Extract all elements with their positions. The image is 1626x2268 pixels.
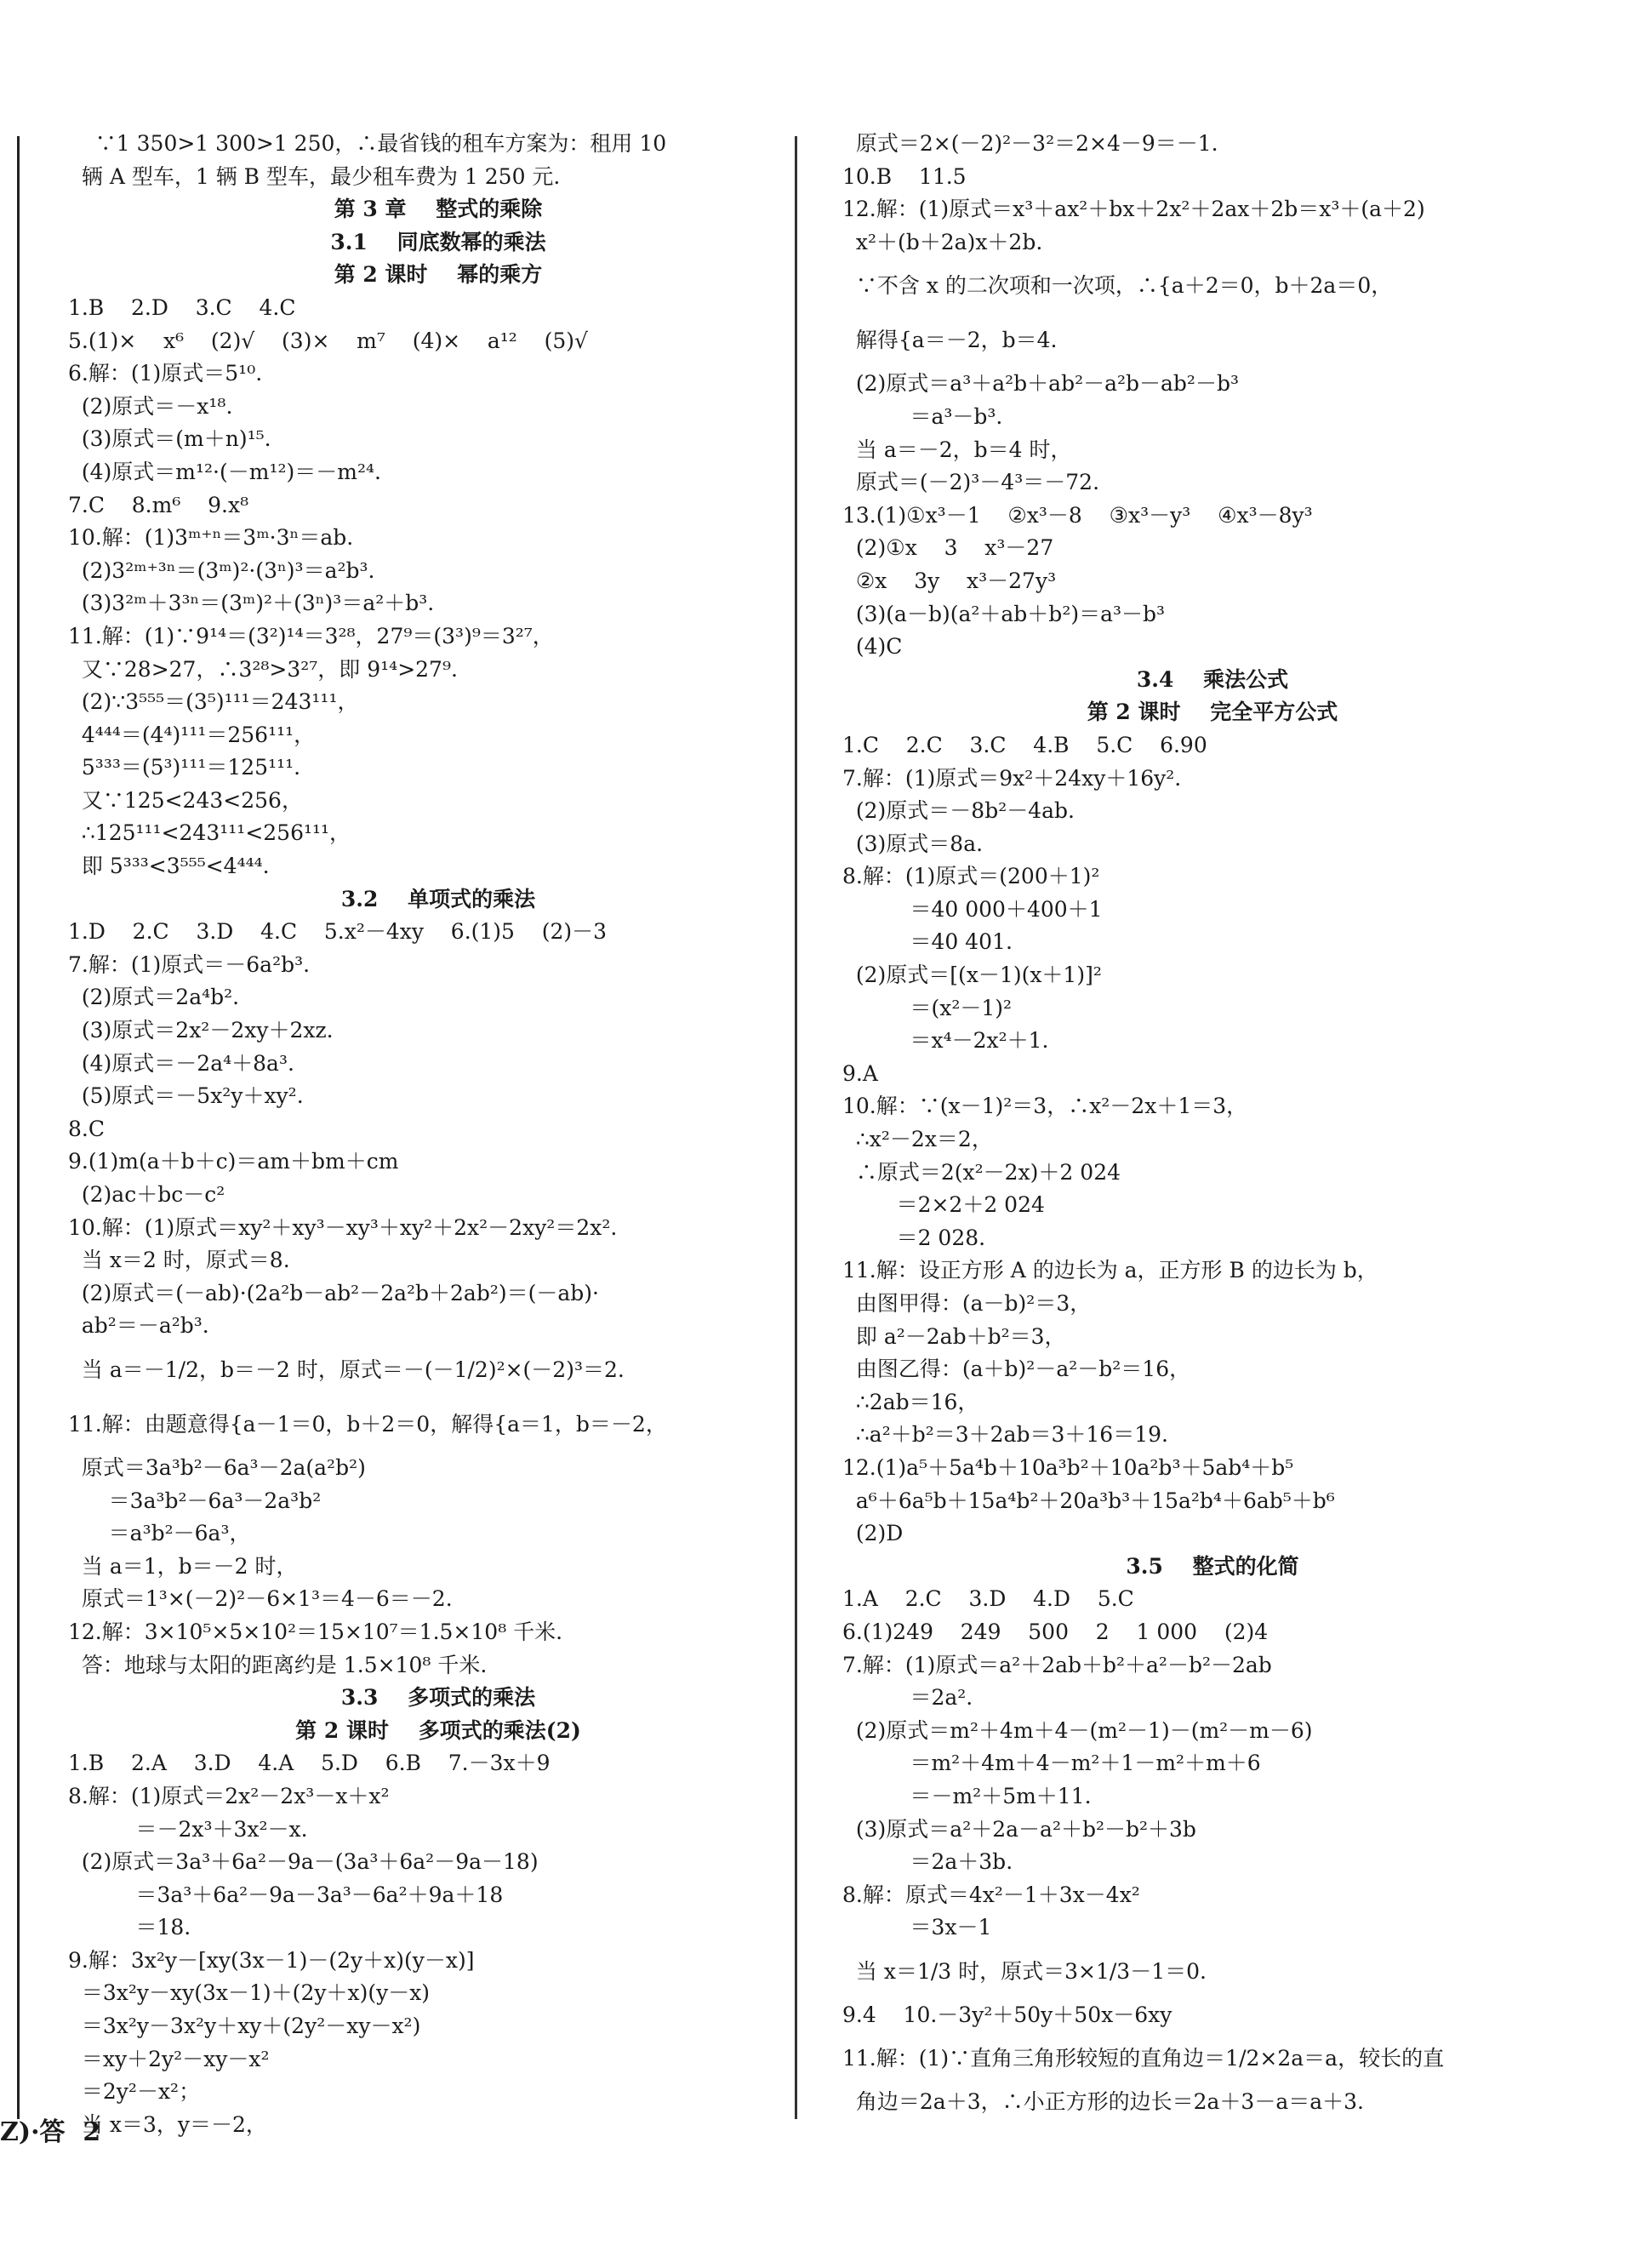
section-heading: 3.4 乘法公式 — [1136, 666, 1289, 692]
answer-line: (2)原式＝(－ab)·(2a²b－ab²－2a²b＋2ab²)＝(－ab)· — [68, 1280, 599, 1305]
answer-line: 1.A 2.C 3.D 4.D 5.C — [842, 1586, 1134, 1612]
answer-line: 8.解：(1)原式＝2x²－2x³－x＋x² — [68, 1783, 390, 1808]
answer-line: 9.4 10.－3y²＋50y＋50x－6xy — [842, 2002, 1172, 2027]
answer-line: 9.(1)m(a＋b＋c)＝am＋bm＋cm — [68, 1149, 399, 1174]
answer-line: (4)原式＝－2a⁴＋8a³. — [68, 1050, 294, 1076]
left-column — [68, 128, 808, 2141]
answer-line: 当 a＝1，b＝－2 时， — [68, 1553, 298, 1579]
answer-line: ＝2×2＋2 024 — [842, 1192, 1045, 1218]
answer-line: (2)3²ᵐ⁺³ⁿ＝(3ᵐ)²·(3ⁿ)³＝a²b³. — [68, 557, 375, 583]
answer-line: 当 a＝－1/2，b＝－2 时，原式＝－(－1/2)²×(－2)³＝2. — [68, 1357, 625, 1382]
answer-line: (2)ac＋bc－c² — [68, 1182, 225, 1207]
answer-line: (3)原式＝(m＋n)¹⁵. — [68, 426, 271, 452]
right-column — [842, 128, 1583, 2119]
answer-line: ＝a³－b³. — [842, 403, 1003, 429]
answer-line: 原式＝3a³b²－6a³－2a(a²b²) — [68, 1454, 366, 1480]
answer-line: 12.解：3×10⁵×5×10²＝15×10⁷＝1.5×10⁸ 千米. — [68, 1619, 563, 1644]
answer-line: (4)原式＝m¹²·(－m¹²)＝－m²⁴. — [68, 459, 381, 484]
section-heading: 第 2 课时 完全平方公式 — [1087, 700, 1338, 725]
section-heading: 第 2 课时 多项式的乘法(2) — [295, 1717, 581, 1743]
answer-line: 即 a²－2ab＋b²＝3， — [842, 1323, 1066, 1349]
answer-line: ＝－2x³＋3x²－x. — [68, 1816, 308, 1842]
answer-line: (3)原式＝8a. — [842, 831, 984, 856]
answer-line: (2)原式＝3a³＋6a²－9a－(3a³＋6a²－9a－18) — [68, 1849, 539, 1875]
answer-line: 8.解：原式＝4x²－1＋3x－4x² — [842, 1882, 1140, 1907]
answer-line: (2)原式＝2a⁴b². — [68, 985, 240, 1010]
answer-line: ＝2 028. — [842, 1225, 986, 1250]
answer-line: 8.解：(1)原式＝(200＋1)² — [842, 864, 1100, 889]
answer-line: 5³³³＝(5³)¹¹¹＝125¹¹¹. — [68, 755, 301, 780]
answer-line: 7.解：(1)原式＝a²＋2ab＋b²＋a²－b²－2ab — [842, 1652, 1272, 1677]
answer-line: 1.D 2.C 3.D 4.C 5.x²－4xy 6.(1)5 (2)－3 — [68, 919, 608, 945]
answer-line: (2)原式＝－8b²－4ab. — [842, 798, 1075, 824]
answer-line: 10.B 11.5 — [842, 163, 967, 189]
answer-line: 又∵125<243<256， — [68, 787, 303, 813]
answer-line: 原式＝1³×(－2)²－6×1³＝4－6＝－2. — [68, 1586, 453, 1612]
answer-line: 1.B 2.D 3.C 4.C — [68, 294, 296, 320]
answer-line: ＝2a². — [842, 1685, 973, 1711]
answer-line: ＝x⁴－2x²＋1. — [842, 1028, 1049, 1054]
answer-line: 6.(1)249 249 500 2 1 000 (2)4 — [842, 1619, 1269, 1644]
answer-line: (5)原式＝－5x²y＋xy². — [68, 1083, 304, 1109]
answer-line: (2)原式＝[(x－1)(x＋1)]² — [842, 963, 1102, 988]
answer-line: 7.解：(1)原式＝9x²＋24xy＋16y². — [842, 765, 1182, 791]
answer-line: (3)原式＝2x²－2xy＋2xz. — [68, 1018, 334, 1043]
answer-line: ∴a²＋b²＝3＋2ab＝3＋16＝19. — [842, 1422, 1168, 1448]
answer-line: ∴2ab＝16， — [842, 1389, 979, 1414]
answer-line: ＝3x－1 — [842, 1915, 992, 1940]
answer-line: ②x 3y x³－27y³ — [842, 568, 1057, 593]
answer-line: ab²＝－a²b³. — [68, 1313, 209, 1339]
section-heading: 3.1 同底数幂的乘法 — [330, 229, 546, 254]
answer-line: 1.C 2.C 3.C 4.B 5.C 6.90 — [842, 732, 1207, 757]
answer-line: 10.解：∵(x－1)²＝3，∴x²－2x＋1＝3， — [842, 1094, 1248, 1119]
answer-line: ＝－m²＋5m＋11. — [842, 1783, 1092, 1808]
section-heading: 3.5 整式的化简 — [1126, 1553, 1299, 1579]
answer-line: ＝40 401. — [842, 929, 1013, 955]
answer-line: 11.解：(1)∵直角三角形较短的直角边＝1/2×2a＝a，较长的直 — [842, 2046, 1445, 2071]
answer-line: 7.C 8.m⁶ 9.x⁸ — [68, 492, 249, 517]
answer-line: (3)3²ᵐ＋3³ⁿ＝(3ᵐ)²＋(3ⁿ)³＝a²＋b³. — [68, 591, 435, 616]
answer-line: (2)D — [842, 1521, 904, 1546]
answer-line: 13.(1)①x³－1 ②x³－8 ③x³－y³ ④x³－8y³ — [842, 502, 1313, 528]
answer-line: 由图甲得：(a－b)²＝3， — [842, 1291, 1092, 1316]
answer-line: ∴原式＝2(x²－2x)＋2 024 — [842, 1159, 1121, 1185]
answer-line: ∴x²－2x＝2， — [842, 1127, 993, 1152]
answer-line: 7.解：(1)原式＝－6a²b³. — [68, 951, 311, 977]
answer-line: 当 x＝3，y＝－2， — [68, 2111, 267, 2137]
answer-line: ＝18. — [68, 1915, 191, 1940]
answer-line: ＝2y²－x²； — [68, 2079, 201, 2105]
answer-line: 当 x＝2 时，原式＝8. — [68, 1248, 290, 1273]
answer-line: ∵1 350>1 300>1 250，∴最省钱的租车方案为：租用 10 — [68, 131, 667, 156]
answer-line: 4⁴⁴⁴＝(4⁴)¹¹¹＝256¹¹¹， — [68, 722, 316, 747]
answer-line: 12.(1)a⁵＋5a⁴b＋10a³b²＋10a²b³＋5ab⁴＋b⁵ — [842, 1454, 1294, 1480]
answer-line: ＝2a＋3b. — [842, 1849, 1013, 1875]
answer-line: 即 5³³³<3⁵⁵⁵<4⁴⁴⁴. — [68, 854, 270, 879]
answer-line: ＝3x²y－xy(3x－1)＋(2y＋x)(y－x) — [68, 1980, 431, 2006]
answer-line: ＝3x²y－3x²y＋xy＋(2y²－xy－x²) — [68, 2014, 421, 2039]
page-footer: Z)·答 2 — [0, 2117, 101, 2147]
answer-line: ＝40 000＋400＋1 — [842, 896, 1103, 922]
answer-line: 解得{a＝－2，b＝4. — [842, 328, 1058, 353]
answer-line: ＝(x²－1)² — [842, 995, 1013, 1020]
answer-line: 当 x＝1/3 时，原式＝3×1/3－1＝0. — [842, 1958, 1207, 1984]
answer-line: ＝3a³＋6a²－9a－3a³－6a²＋9a＋18 — [68, 1882, 504, 1907]
answer-line: (2)原式＝－x¹⁸. — [68, 393, 233, 419]
answer-line: (2)∵3⁵⁵⁵＝(3⁵)¹¹¹＝243¹¹¹， — [68, 689, 359, 715]
answer-line: 9.A — [842, 1060, 878, 1086]
answer-line: ＝3a³b²－6a³－2a³b² — [68, 1488, 322, 1513]
answer-line: (2)原式＝a³＋a²b＋ab²－a²b－ab²－b³ — [842, 371, 1239, 397]
answer-line: 由图乙得：(a＋b)²－a²－b²＝16， — [842, 1357, 1191, 1382]
answer-line: ＝m²＋4m＋4－m²＋1－m²＋m＋6 — [842, 1751, 1261, 1776]
page-left-border — [17, 136, 20, 2119]
answer-line: (3)(a－b)(a²＋ab＋b²)＝a³－b³ — [842, 601, 1166, 626]
answer-line: 9.解：3x²y－[xy(3x－1)－(2y＋x)(y－x)] — [68, 1947, 475, 1973]
section-heading: 3.2 单项式的乘法 — [340, 886, 536, 911]
answer-line: ＝a³b²－6a³， — [68, 1521, 251, 1546]
answer-line: ∵不含 x 的二次项和一次项，∴{a＋2＝0，b＋2a＝0， — [842, 273, 1393, 299]
answer-line: 答：地球与太阳的距离约是 1.5×10⁸ 千米. — [68, 1652, 488, 1677]
answer-line: (2)①x 3 x³－27 — [842, 535, 1054, 561]
answer-line: 原式＝2×(－2)²－3²＝2×4－9＝－1. — [842, 131, 1218, 156]
answer-line: ＝xy＋2y²－xy－x² — [68, 2046, 270, 2071]
answer-line: 11.解：由题意得{a－1＝0，b＋2＝0，解得{a＝1，b＝－2， — [68, 1411, 667, 1437]
answer-line: a⁶＋6a⁵b＋15a⁴b²＋20a³b³＋15a²b⁴＋6ab⁵＋b⁶ — [842, 1488, 1335, 1513]
answer-line: 角边＝2a＋3，∴小正方形的边长＝2a＋3－a＝a＋3. — [842, 2089, 1364, 2115]
answer-line: 1.B 2.A 3.D 4.A 5.D 6.B 7.－3x＋9 — [68, 1751, 551, 1776]
section-heading: 第 3 章 整式的乘除 — [334, 197, 543, 222]
answer-line: 又∵28>27，∴3²⁸>3²⁷，即 9¹⁴>27⁹. — [68, 656, 458, 682]
answer-line: (3)原式＝a²＋2a－a²＋b²－b²＋3b — [842, 1816, 1196, 1842]
answer-line: ∴125¹¹¹<243¹¹¹<256¹¹¹， — [68, 820, 351, 846]
answer-line: 6.解：(1)原式＝5¹⁰. — [68, 361, 263, 386]
answer-line: 11.解：(1)∵9¹⁴＝(3²)¹⁴＝3²⁸，27⁹＝(3³)⁹＝3²⁷， — [68, 623, 554, 648]
section-heading: 第 2 课时 幂的乘方 — [334, 262, 543, 288]
answer-line: x²＋(b＋2a)x＋2b. — [842, 229, 1043, 254]
answer-line: 当 a＝－2，b＝4 时， — [842, 437, 1072, 462]
answer-line: 原式＝(－2)³－4³＝－72. — [842, 470, 1100, 495]
answer-line: 10.解：(1)原式＝xy²＋xy³－xy³＋xy²＋2x²－2xy²＝2x². — [68, 1214, 618, 1240]
answer-line: (4)C — [842, 634, 903, 660]
answer-line: 8.C — [68, 1116, 105, 1141]
answer-line: 12.解：(1)原式＝x³＋ax²＋bx＋2x²＋2ax＋2b＝x³＋(a＋2) — [842, 197, 1425, 222]
answer-line: 10.解：(1)3ᵐ⁺ⁿ＝3ᵐ·3ⁿ＝ab. — [68, 525, 354, 551]
answer-line: 辆 A 型车，1 辆 B 型车，最少租车费为 1 250 元. — [68, 163, 561, 189]
answer-line: 11.解：设正方形 A 的边长为 a，正方形 B 的边长为 b， — [842, 1258, 1378, 1283]
answer-line: 5.(1)× x⁶ (2)√ (3)× m⁷ (4)× a¹² (5)√ — [68, 328, 588, 353]
answer-line: (2)原式＝m²＋4m＋4－(m²－1)－(m²－m－6) — [842, 1717, 1313, 1743]
section-heading: 3.3 多项式的乘法 — [340, 1685, 536, 1711]
